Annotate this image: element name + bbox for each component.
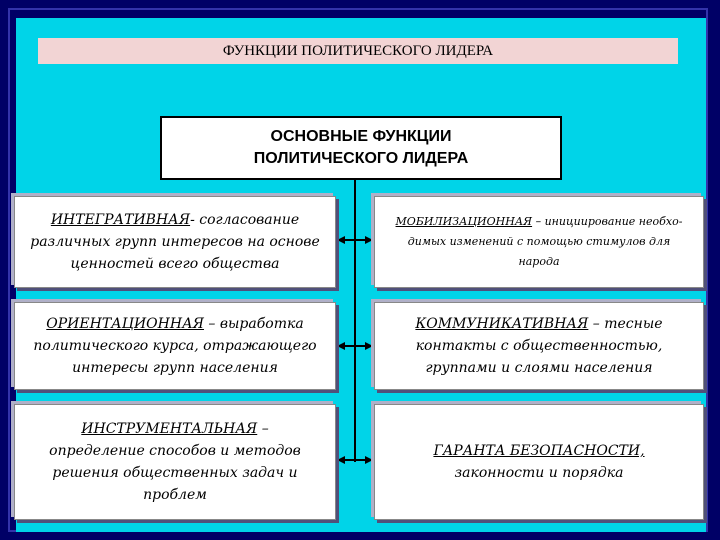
function-communicative-name: КОММУНИКАТИВНАЯ — [415, 316, 589, 332]
function-instrumental-text-1: – — [257, 421, 269, 437]
function-mobilization-line-3: народа — [518, 255, 560, 268]
function-integrative-line-3: ценностей всего общества — [70, 256, 280, 272]
page-title-text: ФУНКЦИИ ПОЛИТИЧЕСКОГО ЛИДЕРА — [222, 42, 494, 59]
function-orientation-name: ОРИЕНТАЦИОННАЯ — [46, 316, 204, 332]
function-mobilization — [374, 196, 704, 288]
function-integrative-text-1: - согласование — [190, 212, 300, 228]
function-instrumental-line-4: проблем — [143, 487, 207, 503]
function-orientation-text-1: – выработка — [203, 316, 304, 332]
function-integrative — [14, 196, 336, 288]
function-instrumental-line-1 — [81, 418, 268, 440]
function-communicative — [374, 302, 704, 390]
function-communicative-line-3: группами и слоями населения — [425, 360, 653, 376]
function-communicative-line-2: контакты с общественностью, — [415, 338, 663, 354]
function-orientation — [14, 302, 336, 390]
function-security-name: ГАРАНТА БЕЗОПАСНОСТИ, — [433, 443, 645, 459]
function-integrative-line-1 — [51, 209, 299, 231]
function-orientation-line-2: политического курса, отражающего — [33, 338, 317, 354]
function-mobilization-line-2: димых изменений с помощью стимулов для — [407, 235, 671, 248]
main-box-line-1: ОСНОВНЫЕ ФУНКЦИИ — [270, 128, 452, 145]
function-security-guarantor — [374, 404, 704, 520]
function-instrumental-line-3: решения общественных задач и — [52, 465, 298, 481]
function-orientation-line-1 — [46, 313, 303, 335]
function-integrative-name: ИНТЕГРАТИВНАЯ — [50, 212, 191, 228]
function-instrumental — [14, 404, 336, 520]
function-orientation-line-3: интересы групп населения — [72, 360, 278, 376]
function-integrative-line-2: различных групп интересов на основе — [30, 234, 320, 250]
function-mobilization-line-1 — [396, 212, 683, 232]
function-security-line-1 — [433, 440, 644, 462]
function-security-line-2: законности и порядка — [454, 465, 624, 481]
function-communicative-text-1: – тесные — [588, 316, 663, 332]
function-mobilization-text-1: – инициирование необхо- — [532, 215, 683, 228]
function-communicative-line-1 — [415, 313, 662, 335]
main-box-line-2: ПОЛИТИЧЕСКОГО ЛИДЕРА — [253, 150, 469, 167]
function-mobilization-name: МОБИЛИЗАЦИОННАЯ — [395, 215, 533, 228]
function-instrumental-line-2: определение способов и методов — [49, 443, 301, 459]
function-instrumental-name: ИНСТРУМЕНТАЛЬНАЯ — [81, 421, 258, 437]
